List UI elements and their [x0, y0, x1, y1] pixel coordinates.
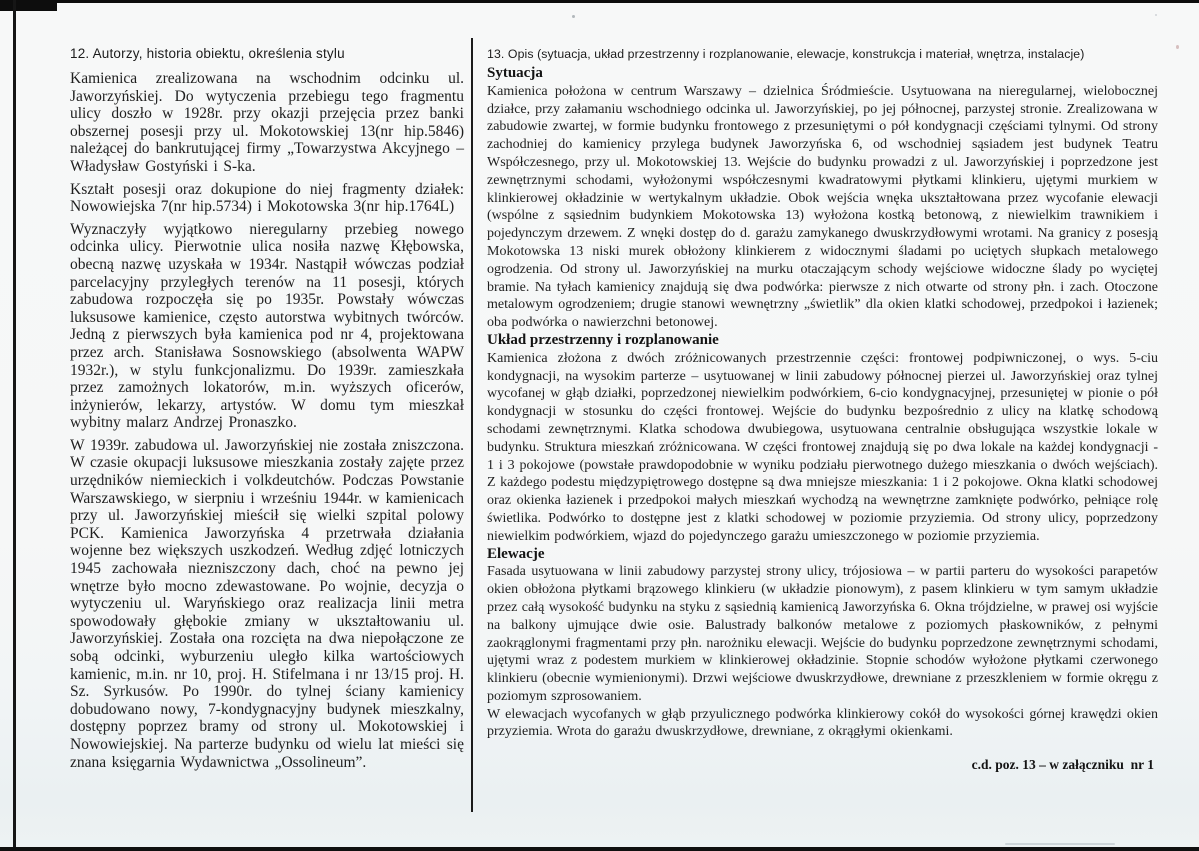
- section-13-column: [487, 47, 1158, 773]
- subsection-sytuacja-paragraph: Kamienica położona w centrum Warszawy – dzielnica Śródmieście. Usytuowana na nieregularnej, wielobocznej działce, przy załamaniu wschodniego odcinka ul. Jaworzyńskiej, po jej północnej, parzystej stronie. Zrealizowana w zabudowie zwartej, w formie budynku frontowego z przesuniętymi o pół kondygnacji częściami tylnymi. Od strony zachodniej do kamienicy przylega budynek Jaworzyńska 6, od wschodniej sąsiadem jest budynek Teatru Współczesnego, przy ul. Mokotowskiej 13. Wejście do budynku prowadzi z ul. Jaworzyńskiej i poprzedzone jest zewnętrznymi schodami, wyłożonymi współczesnymi kwadratowymi płytkami klinkieru, ujętymi murkiem w klinkierowej okładzinie w wertykalnym układzie. Obok wejścia wnęka ukształtowana przez wycofanie elewacji (wspólne z sąsiednim budynkiem Mokotowska 13) wyłożona kostką betonową, z niewielkim trawnikiem i pojedynczym drzewem. Z wnęki dostęp do d. garażu zamykanego dwuskrzydłowymi wrotami. Na granicy z posesją Mokotowska 13 niski murek obłożony klinkierem z widocznymi śladami po uciętych słupkach metalowego ogrodzenia. Od strony ul. Jaworzyńskiej na murku otaczającym schody wejściowe widoczne ślady po wyciętej bramie. Na tyłach kamienicy znajdują się dwa podwórka: pierwsze z nich otwarte od strony płn. i zach. Otoczone metalowym ogrodzeniem; drugie stanowi wewnętrzny „świetlik” dla okien klatki schodowej, przedpokoi i łazienek; oba podwórka o nawierzchni betonowej.: [487, 83, 1158, 331]
- scan-smudge: [1005, 843, 1115, 845]
- section-12-paragraph: Wyznaczyły wyjątkowo nieregularny przebieg nowego odcinka ulicy. Pierwotnie ulica nosiła nazwę Kłębowska, obecną nazwę uzyskała w 1934r. Nastąpił wówczas podział parcelacyjny przyległych terenów na 11 posesji, których zabudowa rozpoczęła się po 1935r. Powstały wówczas luksusowe kamienice, często autorstwa wybitnych twórców. Jedną z pierwszych była kamienica pod nr 4, projektowana przez arch. Stanisława Sosnowskiego (absolwenta WAPW 1932r.), w stylu funkcjonalizmu. Do 1939r. zamieszkała przez zamożnych lokatorów, m.in. wyższych oficerów, inżynierów, lekarzy, artystów. W domu tym mieszkał wybitny malarz Andrzej Pronaszko.: [70, 220, 464, 432]
- section-13-heading: 13. Opis (sytuacja, układ przestrzenny i rozplanowanie, elewacje, konstrukcja i materiał, wnętrza, instalacje): [487, 47, 1085, 61]
- section-12-paragraph: W 1939r. zabudowa ul. Jaworzyńskiej nie została zniszczona. W czasie okupacji luksusowe mieszkania zostały zajęte przez urzędników niemieckich i volkdeutchów. Podczas Powstanie Warszawskiego, w sierpniu i wrześniu 1944r. w kamienicach przy ul. Jaworzyńskiej mieścił się wielki szpital polowy PCK. Kamienica Jaworzyńska 4 przetrwała działania wojenne bez większych uszkodzeń. Według zdjęć lotniczych 1945 zachowała niezniszczony dach, choć na pewno jej wnętrze było mocno zdewastowane. Po wojnie, decyzja o wytyczeniu ul. Waryńskiego oraz realizacja linii metra spowodowały głębokie zmiany w ukształtowaniu ul. Jaworzyńskiej. Została ona rozcięta na dwa niepołączone ze sobą odcinki, wyburzeniu uległo kilka wartościowych kamienic, m.in. nr 10, proj. H. Stifelmana i nr 13/15 proj. H. Sz. Syrkusów. Po 1990r. do tylnej ściany kamienicy dobudowano nowy, 7-kondygnacyjny budynek mieszkalny, dostępny poprzez bramy od strony ul. Mokotowskiej i Nowowiejskiej. Na parterze budynku od wielu lat mieści się znana księgarnia Wydawnictwa „Ossolineum”.: [70, 436, 464, 771]
- column-divider: [471, 38, 473, 812]
- scan-speck: [1155, 14, 1157, 16]
- subsection-uklad-paragraph: Kamienica złożona z dwóch zróżnicowanych przestrzennie części: frontowej podpiwniczonej, o wys. 5-ciu kondygnacji, na wysokim parterze – usytuowanej w linii zabudowy północnej pierzei ul. Jaworzyńskiej oraz tylnej wycofanej w głąb działki, poprzedzonej niewielkim podwórkiem, 6-cio kondygnacyjnej, przesuniętej w pionie o pół kondygnacji w stosunku do części frontowej. Wejście do budynku bezpośrednio z ulicy na klatkę schodową schodami zewnętrznymi. Klatka schodowa dwubiegowa, usytuowana centralnie obsługująca wszystkie lokale w budynku. Struktura mieszkań zróżnicowana. W części frontowej znajdują się po dwa lokale na każdej kondygnacji - 1 i 3 pokojowe (powstałe prawdopodobnie w wyniku podziału pierwotnego dużego mieszkania o dwóch wejściach). Z każdego podestu międzypiętrowego dostępne są dwa mniejsze mieszkania: 1 i 2 pokojowe. Okna klatki schodowej oraz okienka łazienek i przedpokoi małych mieszkań wychodzą na wewnętrzne zamknięte podwórko, pełniące rolę świetlika. Podwórko to dostępne jest z klatki schodowej w poziomie przyziemia. Od strony ulicy, poprzedzony niewielkim podwórkiem, wjazd do pojedynczego garażu umieszczonego w poziomie przyziemia.: [487, 350, 1158, 544]
- section-12-paragraph: Kamienica zrealizowana na wschodnim odcinku ul. Jaworzyńskiej. Do wytyczenia przebiegu tego fragmentu ulicy doszło w 1928r. przy okazji przejęcia przez banki obszernej posesji przy ul. Mokotowskiej 13(nr hip.5846) należącej do bankrutującej firmy „Towarzystwa Akcyjnego – Władysław Gostyński i S-ka.: [70, 70, 464, 175]
- subsection-elewacje-paragraph: W elewacjach wycofanych w głąb przyulicznego podwórka klinkierowy cokół do wysokości górnej krawędzi okien przyziemia. Wrota do garażu dwuskrzydłowe, drewniane, z okrągłymi okienkami.: [487, 706, 1158, 740]
- subsection-title-uklad: Układ przestrzenny i rozplanowanie: [487, 331, 719, 348]
- continuation-note: c.d. poz. 13 – w załączniku nr 1: [971, 757, 1154, 773]
- subsection-title-elewacje: Elewacje: [487, 545, 545, 562]
- scan-edge-bottom: [0, 847, 1199, 851]
- section-12-paragraph: Kształt posesji oraz dokupione do niej fragmenty działek: Nowowiejska 7(nr hip.5734) i Mokotowska 3(nr hip.1764L): [70, 180, 464, 216]
- scan-speck: [1176, 45, 1179, 49]
- scan-edge-top: [0, 0, 1199, 3]
- section-12-column: [70, 46, 464, 776]
- scan-corner-blob: [0, 0, 57, 11]
- subsection-title-sytuacja: Sytuacja: [487, 65, 543, 81]
- subsection-elewacje-paragraph: Fasada usytuowana w linii zabudowy parzystej strony ulicy, trójosiowa – w partii parteru do wysokości parapetów okien obłożona płytkami brązowego klinkieru (w układzie pionowym), z pasem klinkieru w tym samym układzie przez całą wysokość budynku na styku z sąsiednią kamienicą Jaworzyńska 6. Okna trójdzielne, w prawej osi wyjście na balkony ujmujące dwie osie. Balustrady balkonów metalowe z poziomych płaskowników, z pełnymi zaokrąglonymi fragmentami przy płn. narożniku elewacji. Wejście do budynku poprzedzone zewnętrznymi schodami, ujętymi wraz z podestem murkiem w klinkierowej okładzinie. Stopnie schodów wyłożone płytkami czerwonego klinkieru (obecnie wymienionymi). Drzwi wejściowe dwuskrzydłowe, drewniane z przeszkleniem w formie okręgu z poziomym szprosowaniem.: [487, 564, 1158, 704]
- scan-edge-left: [13, 0, 16, 851]
- section-12-heading: 12. Autorzy, historia obiektu, określenia stylu: [70, 46, 345, 61]
- scan-speck: [572, 15, 575, 18]
